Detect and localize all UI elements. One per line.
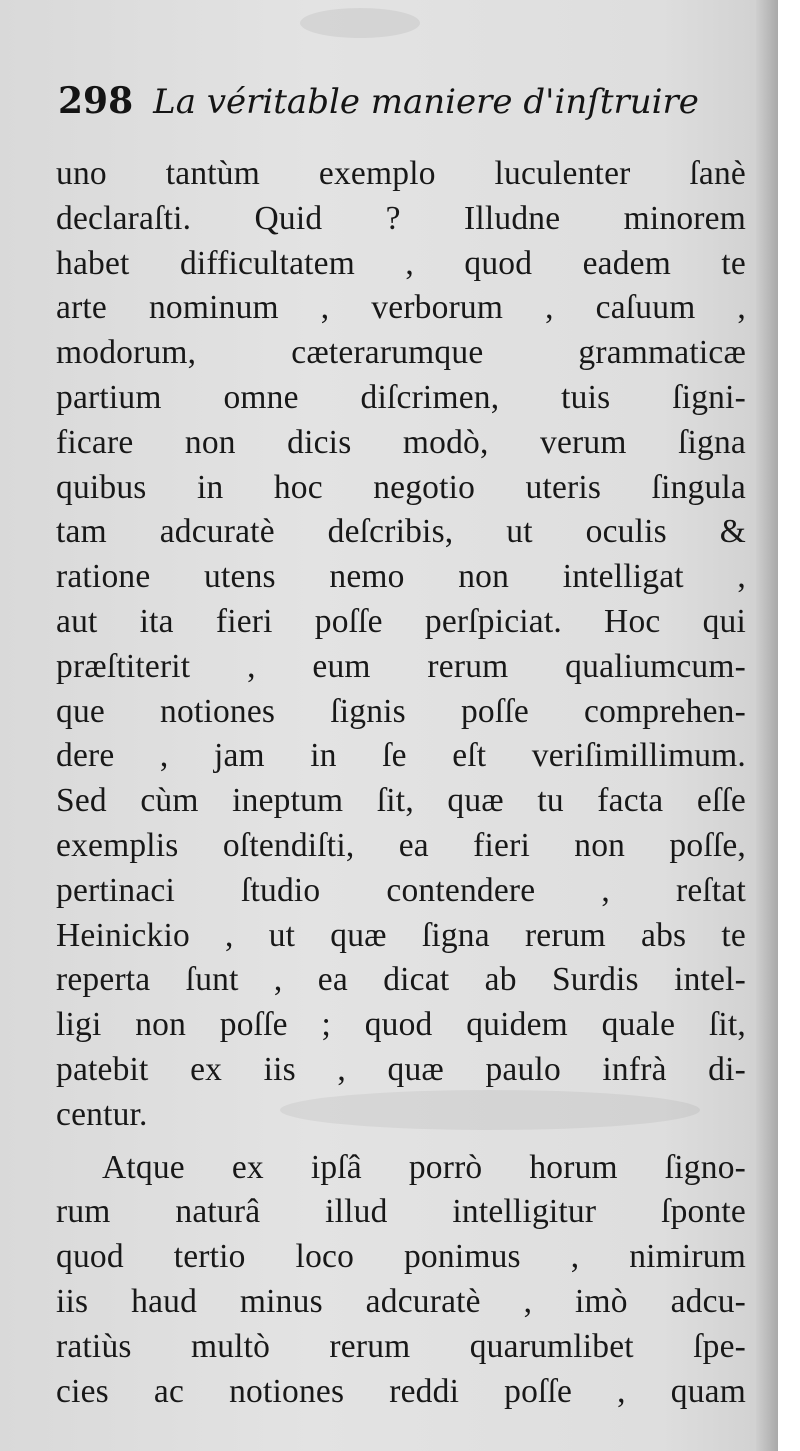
body-text — [56, 152, 746, 1414]
text-line: tam adcuratè deſcribis, ut oculis & — [56, 513, 746, 551]
paragraph-gap — [56, 1138, 746, 1146]
running-title: La véritable maniere d'inſtruire — [153, 82, 699, 122]
text-line: habet difficultatem , quod eadem te — [56, 244, 746, 282]
text-line: ligi non poſſe ; quod quidem quale ſit, — [56, 1006, 746, 1044]
text-line: iis haud minus adcuratè , imò adcu- — [56, 1282, 746, 1320]
text-line: aut ita fieri poſſe perſpiciat. Hoc qui — [56, 602, 746, 640]
text-line: que notiones ſignis poſſe comprehen- — [56, 692, 746, 730]
page-number: 298 — [58, 80, 134, 122]
text-line: centur. — [56, 1095, 148, 1133]
text-line: partium omne diſcrimen, tuis ſigni- — [56, 378, 746, 416]
paragraph-1 — [56, 152, 746, 1138]
paragraph-2 — [56, 1146, 746, 1415]
text-line: rum naturâ illud intelligitur ſponte — [56, 1193, 746, 1231]
page-edge-shadow — [756, 0, 778, 1451]
text-line: Sed cùm ineptum ſit, quæ tu facta eſſe — [56, 782, 746, 820]
text-line: ratiùs multò rerum quarumlibet ſpe- — [56, 1327, 746, 1365]
text-line: uno tantùm exemplo luculenter ſanè — [56, 155, 746, 192]
text-line: pertinaci ſtudio contendere , reſtat — [56, 871, 746, 909]
running-header — [58, 80, 738, 134]
text-line: quod tertio loco ponimus , nimirum — [56, 1238, 746, 1276]
text-line: reperta ſunt , ea dicat ab Surdis intel- — [56, 961, 746, 999]
text-line: exemplis oſtendiſti, ea fieri non poſſe, — [56, 826, 746, 864]
text-line: ficare non dicis modò, verum ſigna — [56, 423, 746, 461]
text-line: ratione utens nemo non intelligat , — [56, 558, 746, 596]
ink-smudge — [300, 8, 420, 38]
text-line: arte nominum , verborum , caſuum , — [56, 289, 746, 327]
text-line: cies ac notiones reddi poſſe , quam — [56, 1372, 746, 1410]
text-line: Atque ex ipſâ porrò horum ſigno- — [102, 1148, 746, 1186]
text-line: quibus in hoc negotio uteris ſingula — [56, 468, 746, 506]
text-line: patebit ex iis , quæ paulo infrà di- — [56, 1050, 746, 1088]
text-line: modorum, cæterarumque grammaticæ — [56, 334, 746, 372]
text-line: declaraſti. Quid ? Illudne minorem — [56, 199, 746, 237]
text-line: Heinickio , ut quæ ſigna rerum abs te — [56, 916, 746, 954]
text-line: dere , jam in ſe eſt veriſimillimum. — [56, 737, 746, 775]
text-line: præſtiterit , eum rerum qualiumcum- — [56, 647, 746, 685]
